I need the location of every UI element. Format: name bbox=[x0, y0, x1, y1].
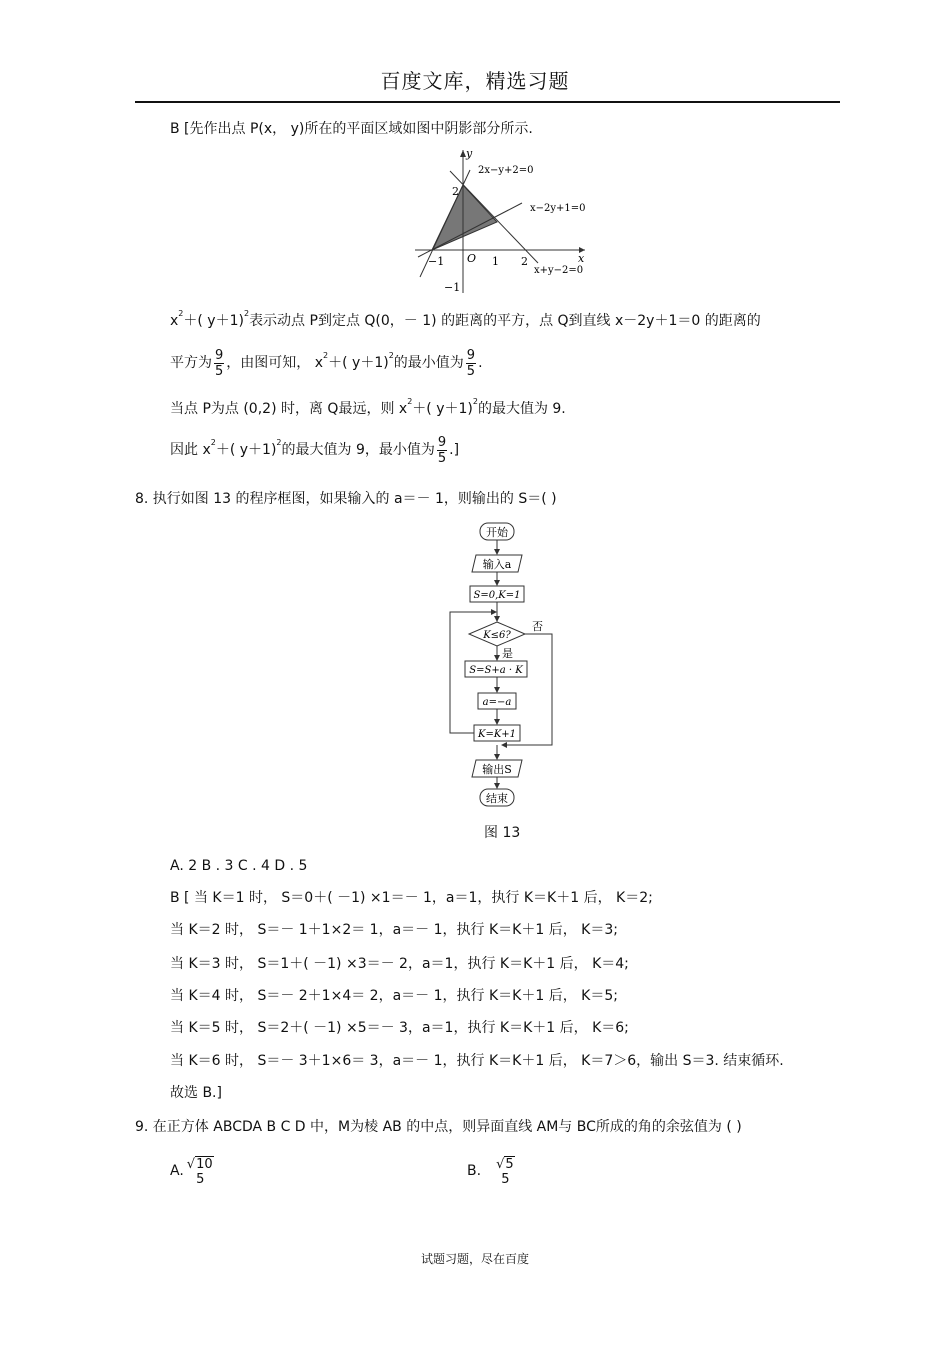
q9-question: 9. 在正方体 ABCDA B C D 中，M为棱 AB 的中点，则异面直线 AM与 BC所成的角的余弦值为 ( ) bbox=[135, 1119, 742, 1135]
label-line3: x+y−2=0 bbox=[534, 265, 584, 276]
q8-solution-line: 当 K＝5 时， S＝2＋( －1) ×5＝－ 3，a＝1，执行 K＝K＋1 后， K＝6; bbox=[170, 1020, 629, 1036]
flow-init-label: S=0,K=1 bbox=[473, 590, 521, 601]
fraction-sqrt5-5 bbox=[495, 1156, 516, 1187]
text: 的最大值为 9. bbox=[477, 401, 566, 417]
q8-solution-line: 当 K＝3 时， S＝1＋( －1) ×3＝－ 2，a＝1，执行 K＝K＋1 后， K＝4; bbox=[170, 956, 629, 972]
frac-num: 9 bbox=[466, 347, 476, 363]
q7-line4 bbox=[170, 433, 459, 467]
q7-line3 bbox=[170, 397, 566, 418]
x-axis-label: x bbox=[578, 252, 585, 265]
flow-no-label: 否 bbox=[532, 620, 543, 633]
text-yplus: ＋( y＋1) bbox=[183, 313, 244, 329]
sup-2: 2 bbox=[243, 309, 250, 318]
fraction-9-5 bbox=[437, 435, 447, 466]
region-graph bbox=[410, 145, 600, 295]
text: 当点 P为点 (0,2) 时，离 Q最远，则 x bbox=[170, 401, 408, 417]
flow-end-label: 结束 bbox=[486, 792, 508, 805]
frac-num: 9 bbox=[437, 434, 447, 450]
text: 平方为 bbox=[170, 355, 212, 371]
text: 的最小值为 bbox=[393, 355, 464, 371]
q9-option-b bbox=[467, 1152, 518, 1190]
frac-num: √10 bbox=[186, 1156, 213, 1172]
q7-line2: 平方为 $\frac{9}{5}$ ，由图可知， $x^2+$( y＋1)$^2$的最小值为 $\frac{9}{5}$ . bbox=[170, 347, 483, 379]
fraction-9-5 bbox=[214, 348, 224, 379]
flowchart bbox=[440, 520, 570, 810]
q8-solution-line: 当 K＝6 时， S＝－ 3＋1×6＝ 3，a＝－ 1，执行 K＝K＋1 后， K＝7＞6，输出 S＝3. 结束循环. bbox=[170, 1053, 784, 1069]
flow-output-label: 输出S bbox=[482, 763, 512, 776]
flow-step3-label: K=K+1 bbox=[477, 729, 517, 740]
q8-question: 8. 执行如图 13 的程序框图，如果输入的 a＝－ 1，则输出的 S＝( ) bbox=[135, 491, 557, 507]
page-title: 百度文库，精选习题 bbox=[380, 69, 570, 93]
sup-2: 2 bbox=[210, 438, 216, 447]
text: ，由图可知， x bbox=[226, 355, 324, 371]
flow-yes-label: 是 bbox=[502, 647, 513, 660]
q8-options: A. 2 B . 3 C . 4 D . 5 bbox=[170, 858, 308, 874]
label-line2: x−2y+1=0 bbox=[530, 203, 586, 214]
label-line1: 2x−y+2=0 bbox=[478, 165, 534, 176]
flow-cond-label: K≤6? bbox=[483, 630, 511, 641]
q8-solution-line: 当 K＝4 时， S＝－ 2＋1×4＝ 2，a＝－ 1，执行 K＝K＋1 后， K＝5; bbox=[170, 988, 618, 1004]
flow-start-label: 开始 bbox=[486, 526, 508, 539]
tick-x-2: 2 bbox=[521, 255, 528, 268]
text: .] bbox=[449, 442, 460, 458]
flow-input-label: 输入a bbox=[482, 558, 512, 571]
q8-solution-line: B [ 当 K＝1 时， S＝0＋( －1) ×1＝－ 1，a＝1，执行 K＝K＋1 后， K＝2; bbox=[170, 890, 653, 906]
frac-den: 5 bbox=[215, 363, 224, 379]
page-footer: 试题习题，尽在百度 bbox=[420, 1252, 529, 1266]
frac-den: 5 bbox=[196, 1171, 205, 1187]
sup-2: 2 bbox=[407, 397, 413, 406]
q8-solution-line: 故选 B.] bbox=[170, 1085, 222, 1101]
text: ＋( y＋1) bbox=[328, 355, 389, 371]
q7-intro: B [先作出点 P(x， y)所在的平面区域如图中阴影部分所示. bbox=[170, 121, 533, 137]
tick-x-1: 1 bbox=[492, 255, 499, 268]
sup-2: 2 bbox=[276, 438, 282, 447]
text: 因此 x bbox=[170, 442, 211, 458]
q7-line1 bbox=[170, 309, 761, 330]
sup-2: 2 bbox=[388, 351, 394, 360]
q9-option-a bbox=[170, 1152, 217, 1190]
text: ＋( y＋1) bbox=[412, 401, 473, 417]
sup-2: 2 bbox=[178, 309, 184, 318]
option-label: B. bbox=[467, 1163, 482, 1179]
frac-num: 9 bbox=[215, 347, 224, 363]
y-axis-label: y bbox=[466, 147, 473, 160]
text-rest: 表示动点 P到定点 Q(0，－ 1) 的距离的平方，点 Q到直线 x－2y＋1＝0 的距离的 bbox=[249, 313, 761, 329]
header-rule bbox=[135, 101, 840, 103]
tick-y-2: 2 bbox=[452, 185, 459, 198]
sup-2: 2 bbox=[472, 397, 478, 406]
sup-2: 2 bbox=[323, 351, 329, 360]
option-label: A. bbox=[170, 1163, 184, 1179]
text: ＋( y＋1) bbox=[215, 442, 277, 458]
flow-step1-label: S=S+a · K bbox=[469, 665, 523, 676]
radicand: 5 bbox=[505, 1156, 514, 1172]
flow-step2-label: a=−a bbox=[482, 697, 512, 708]
frac-num: √5 bbox=[496, 1156, 514, 1172]
figure-caption: 图 13 bbox=[484, 825, 521, 841]
text-x: x bbox=[170, 313, 179, 329]
frac-den: 5 bbox=[437, 450, 447, 466]
text: 的最大值为 9，最小值为 bbox=[281, 442, 435, 458]
origin-label: O bbox=[467, 252, 477, 265]
tick-x-neg1: −1 bbox=[428, 255, 445, 268]
q8-solution-line: 当 K＝2 时， S＝－ 1＋1×2＝ 1，a＝－ 1，执行 K＝K＋1 后， K＝3; bbox=[170, 922, 618, 938]
radicand: 10 bbox=[196, 1156, 213, 1172]
tick-y-neg1: −1 bbox=[444, 281, 461, 294]
fraction-9-5 bbox=[466, 348, 476, 379]
shaded-region bbox=[432, 185, 497, 250]
fraction-sqrt10-5 bbox=[186, 1156, 215, 1187]
frac-den: 5 bbox=[501, 1171, 510, 1187]
frac-den: 5 bbox=[466, 363, 476, 379]
